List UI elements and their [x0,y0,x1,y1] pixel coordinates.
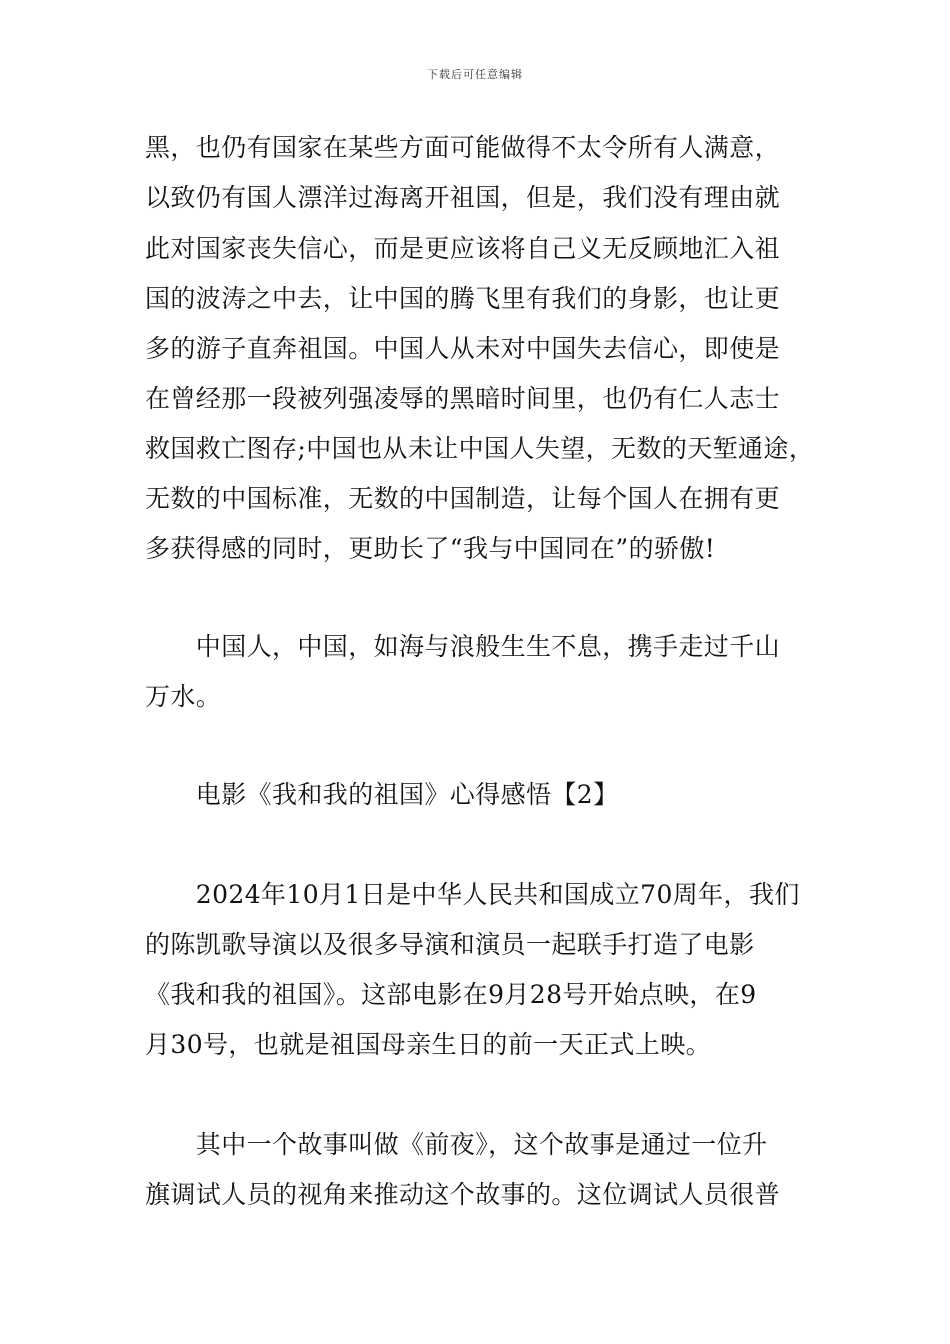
body-line: 《我和我的祖国》。这部电影在9月28号开始点映，在9 [145,980,757,1009]
body-line: 黑，也仍有国家在某些方面可能做得不太令所有人满意， [145,133,781,162]
body-line: 多获得感的同时，更助长了“我与中国同在”的骄傲! [145,534,716,563]
body-line: 万水。 [145,682,222,711]
body-line: 国的波涛之中去，让中国的腾飞里有我们的身影，也让更 [145,284,781,313]
body-line: 多的游子直奔祖国。中国人从未对中国失去信心，即使是 [145,334,781,363]
body-line: 月30号，也就是祖国母亲生日的前一天正式上映。 [145,1030,712,1059]
body-line: 旗调试人员的视角来推动这个故事的。这位调试人员很普 [145,1180,781,1209]
body-line: 中国人，中国，如海与浪般生生不息，携手走过千山 [145,632,781,661]
body-line: 此对国家丧失信心，而是更应该将自己义无反顾地汇入祖 [145,234,781,263]
body-line: 其中一个故事叫做《前夜》，这个故事是通过一位升 [145,1130,768,1159]
body-line: 在曾经那一段被列强凌辱的黑暗时间里，也仍有仁人志士 [145,384,781,413]
section-heading: 电影《我和我的祖国》心得感悟【2】 [145,780,619,809]
body-line: 2024年10月1日是中华人民共和国成立70周年，我们 [145,880,800,909]
body-line: 救国救亡图存;中国也从未让中国人失望，无数的天堑通途， [145,434,815,463]
download-editable-note: 下载后可任意编辑 [427,68,523,81]
body-line: 以致仍有国人漂洋过海离开祖国，但是，我们没有理由就 [145,183,781,212]
body-line: 的陈凯歌导演以及很多导演和演员一起联手打造了电影 [145,930,755,959]
body-line: 无数的中国标准，无数的中国制造，让每个国人在拥有更 [145,484,781,513]
